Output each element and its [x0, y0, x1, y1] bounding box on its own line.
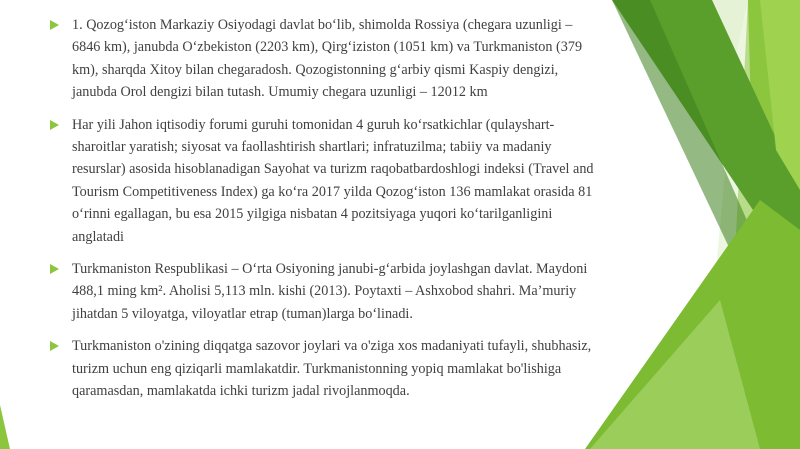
left-corner-shape [0, 405, 10, 449]
list-item [50, 258, 600, 325]
green-triangle-bullet-icon [50, 264, 59, 274]
green-triangle-bullet-icon [50, 341, 59, 351]
bullet-list [50, 14, 600, 413]
list-item [50, 14, 600, 104]
green-triangle-bullet-icon [50, 120, 59, 130]
list-item [50, 335, 600, 402]
bullet-text: Har yili Jahon iqtisodiy forumi guruhi tomonidan 4 guruh ko‘rsatkichlar (qulayshart-sharoitlar yaratish; siyosat va faollashtirish shartlari; infratuzilma; tabiiy va madaniy resurslar) asosida hisoblanadigan Sayohat va turizm raqobatbardoshlogi indeksi (Travel and Tourism Competitiveness Index) ga ko‘ra 2017 yilda Qozog‘iston 136 mamlakat orasida 81 o‘rinni egallagan, bu esa 2015 yilgiga nisbatan 4 pozitsiyaga yuqori ko‘tarilganligini anglatadi [72, 116, 594, 245]
bullet-text: Turkmaniston Respublikasi – O‘rta Osiyoning janubi-g‘arbida joylashgan davlat. Maydoni 488,1 ming km². Aholisi 5,113 mln. kishi (2013). Poytaxti – Ashxobod shahri. Ma’muriy jihatdan 5 viloyatga, viloyatlar etrap (tuman)larga bo‘linadi. [72, 261, 588, 322]
bullet-text: Turkmaniston o'zining diqqatga sazovor joylari va o'ziga xos madaniyati tufayli, shubhasiz, turizm uchun eng qiziqarli mamlakatdir. Turkmanistonning yopiq mamlakat bo'lishiga qaramasdan, mamlakatda ichki turizm jadal rivojlanmoqda. [72, 338, 592, 400]
list-item [50, 114, 600, 248]
bullet-text: 1. Qozog‘iston Markaziy Osiyodagi davlat bo‘lib, shimolda Rossiya (chegara uzunligi – 6846 km), janubda O‘zbekiston (2203 km), Qirg‘iziston (1051 km) va Turkmaniston (379 km), sharqda Xitoy bilan chegaradosh. Qozogistonning g‘arbiy qismi Kaspiy dengizi, janubda Orol dengizi bilan tutash. Umumiy chegara uzunligi – 12012 km [72, 17, 583, 101]
green-triangle-bullet-icon [50, 20, 59, 30]
